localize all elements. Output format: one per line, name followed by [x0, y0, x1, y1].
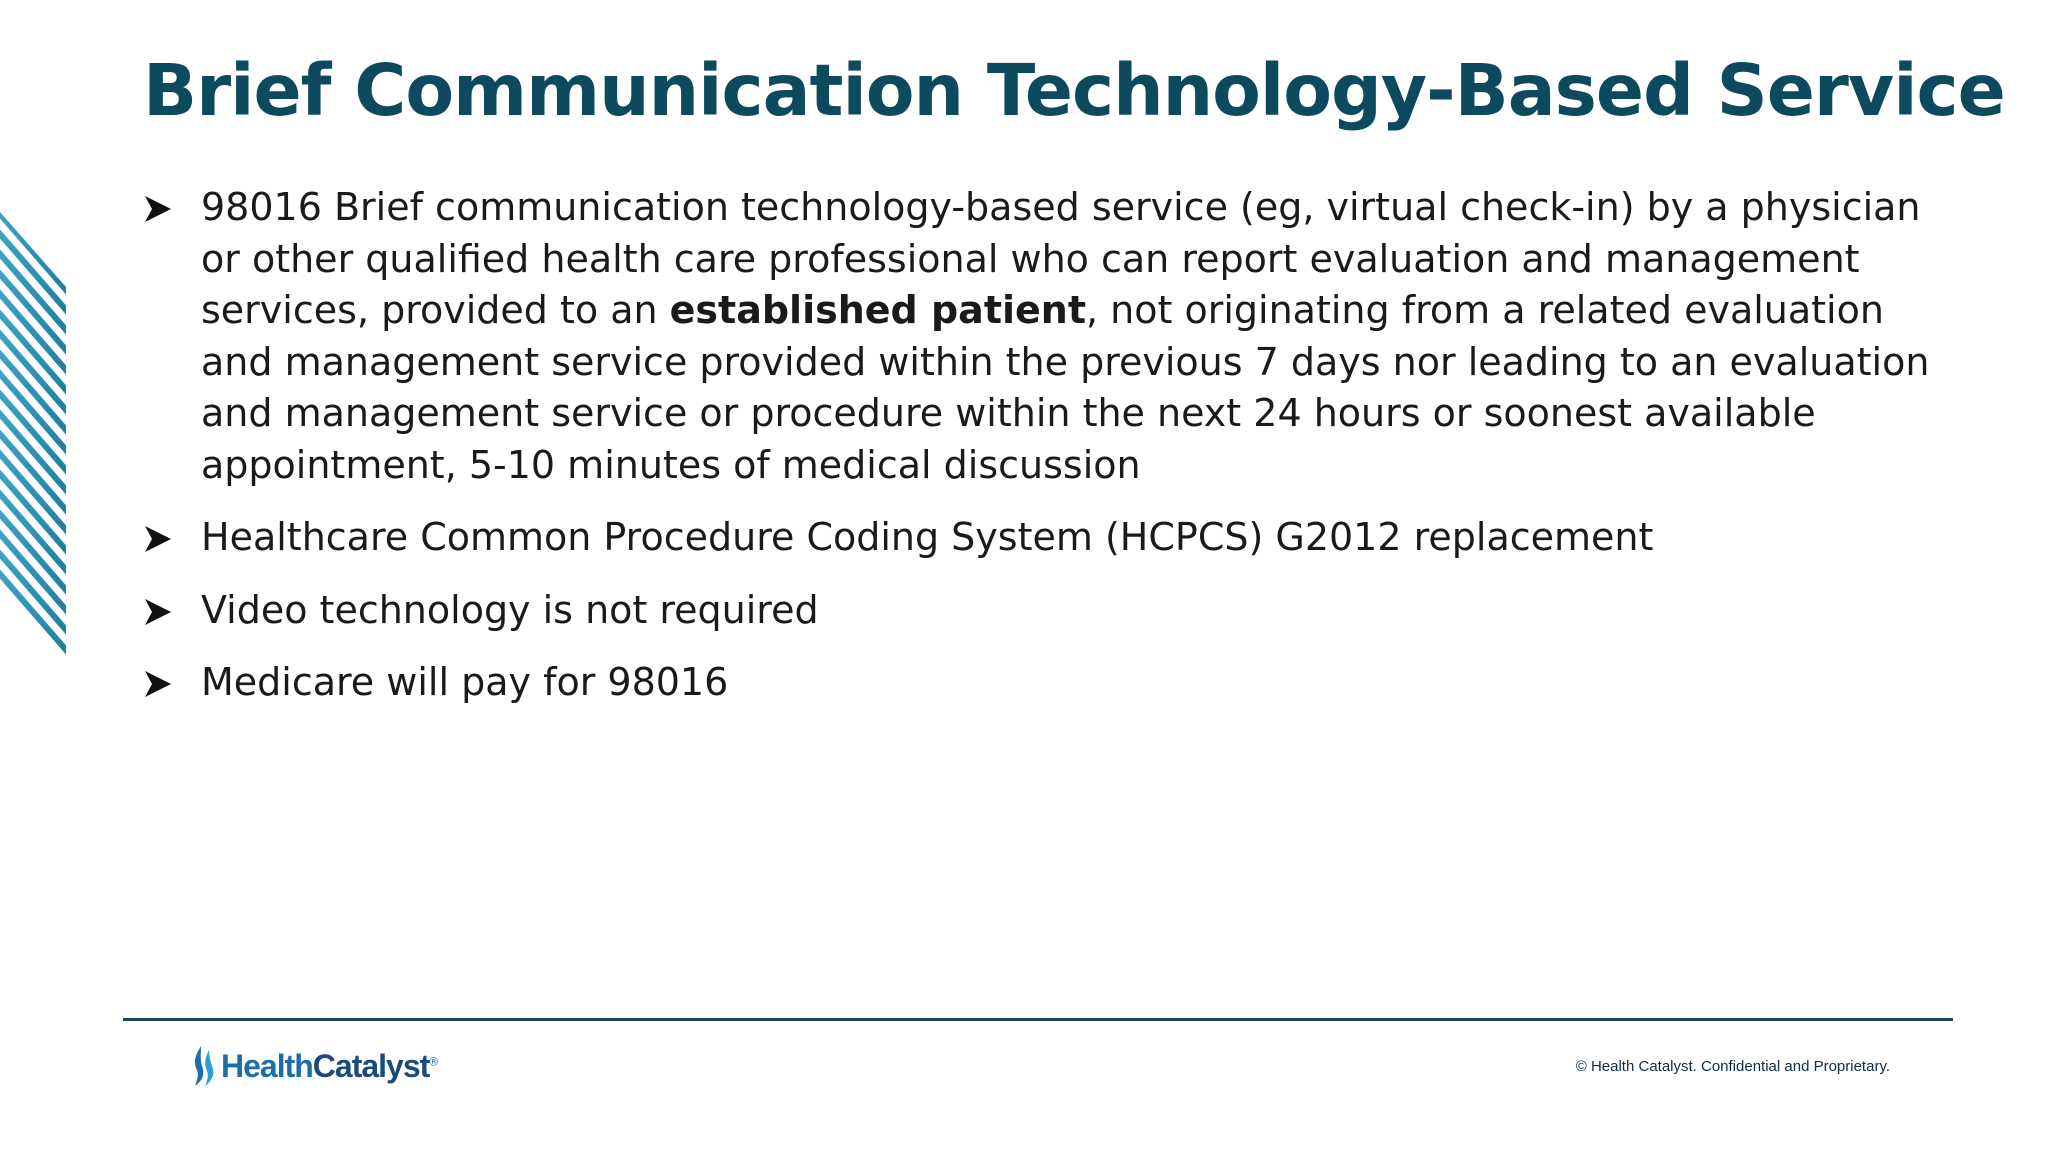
arrowhead-bullet-icon	[143, 597, 173, 627]
arrowhead-bullet-icon	[143, 194, 173, 224]
footer-divider	[123, 1018, 1953, 1021]
bullet-item-98016-definition	[143, 182, 1933, 491]
bullet-bold-text: established patient	[669, 288, 1087, 332]
bullet-item-hcpcs	[143, 512, 1933, 564]
flame-logo-icon	[191, 1044, 217, 1088]
arrowhead-bullet-icon	[143, 669, 173, 699]
logo-word-health: Health	[221, 1047, 313, 1084]
bullet-text: Healthcare Common Procedure Coding System (HCPCS) G2012 replacement	[201, 515, 1654, 559]
diagonal-stripes-decoration	[0, 212, 70, 658]
bullet-text: , not originating from a related evaluation and management service provided within the previous 7 days nor leading to an evaluation and management service or procedure within the next 24 hours or soonest available appointment, 5-10 minutes of medical discussion	[201, 288, 1930, 487]
slide-title: Brief Communication Technology-Based Service	[143, 49, 2005, 132]
bullet-text: Video technology is not required	[201, 587, 819, 632]
copyright-notice: © Health Catalyst. Confidential and Proprietary.	[1575, 1058, 1890, 1075]
arrowhead-bullet-icon	[143, 524, 173, 554]
logo-trademark: ®	[429, 1053, 438, 1068]
bullet-item-medicare	[143, 657, 1933, 709]
logo-wordmark	[221, 1048, 437, 1085]
logo-word-catalyst: Catalyst	[312, 1047, 430, 1084]
bullet-text: 98016 Brief communication technology-based service (eg, virtual check-in) by a physician or other qualified health care professional who can report evaluation and management services, provided to an	[201, 185, 1921, 332]
bullet-list	[143, 182, 1933, 730]
bullet-item-video	[143, 585, 1933, 637]
health-catalyst-logo	[191, 1043, 437, 1089]
bullet-text: Medicare will pay for 98016	[201, 660, 729, 704]
